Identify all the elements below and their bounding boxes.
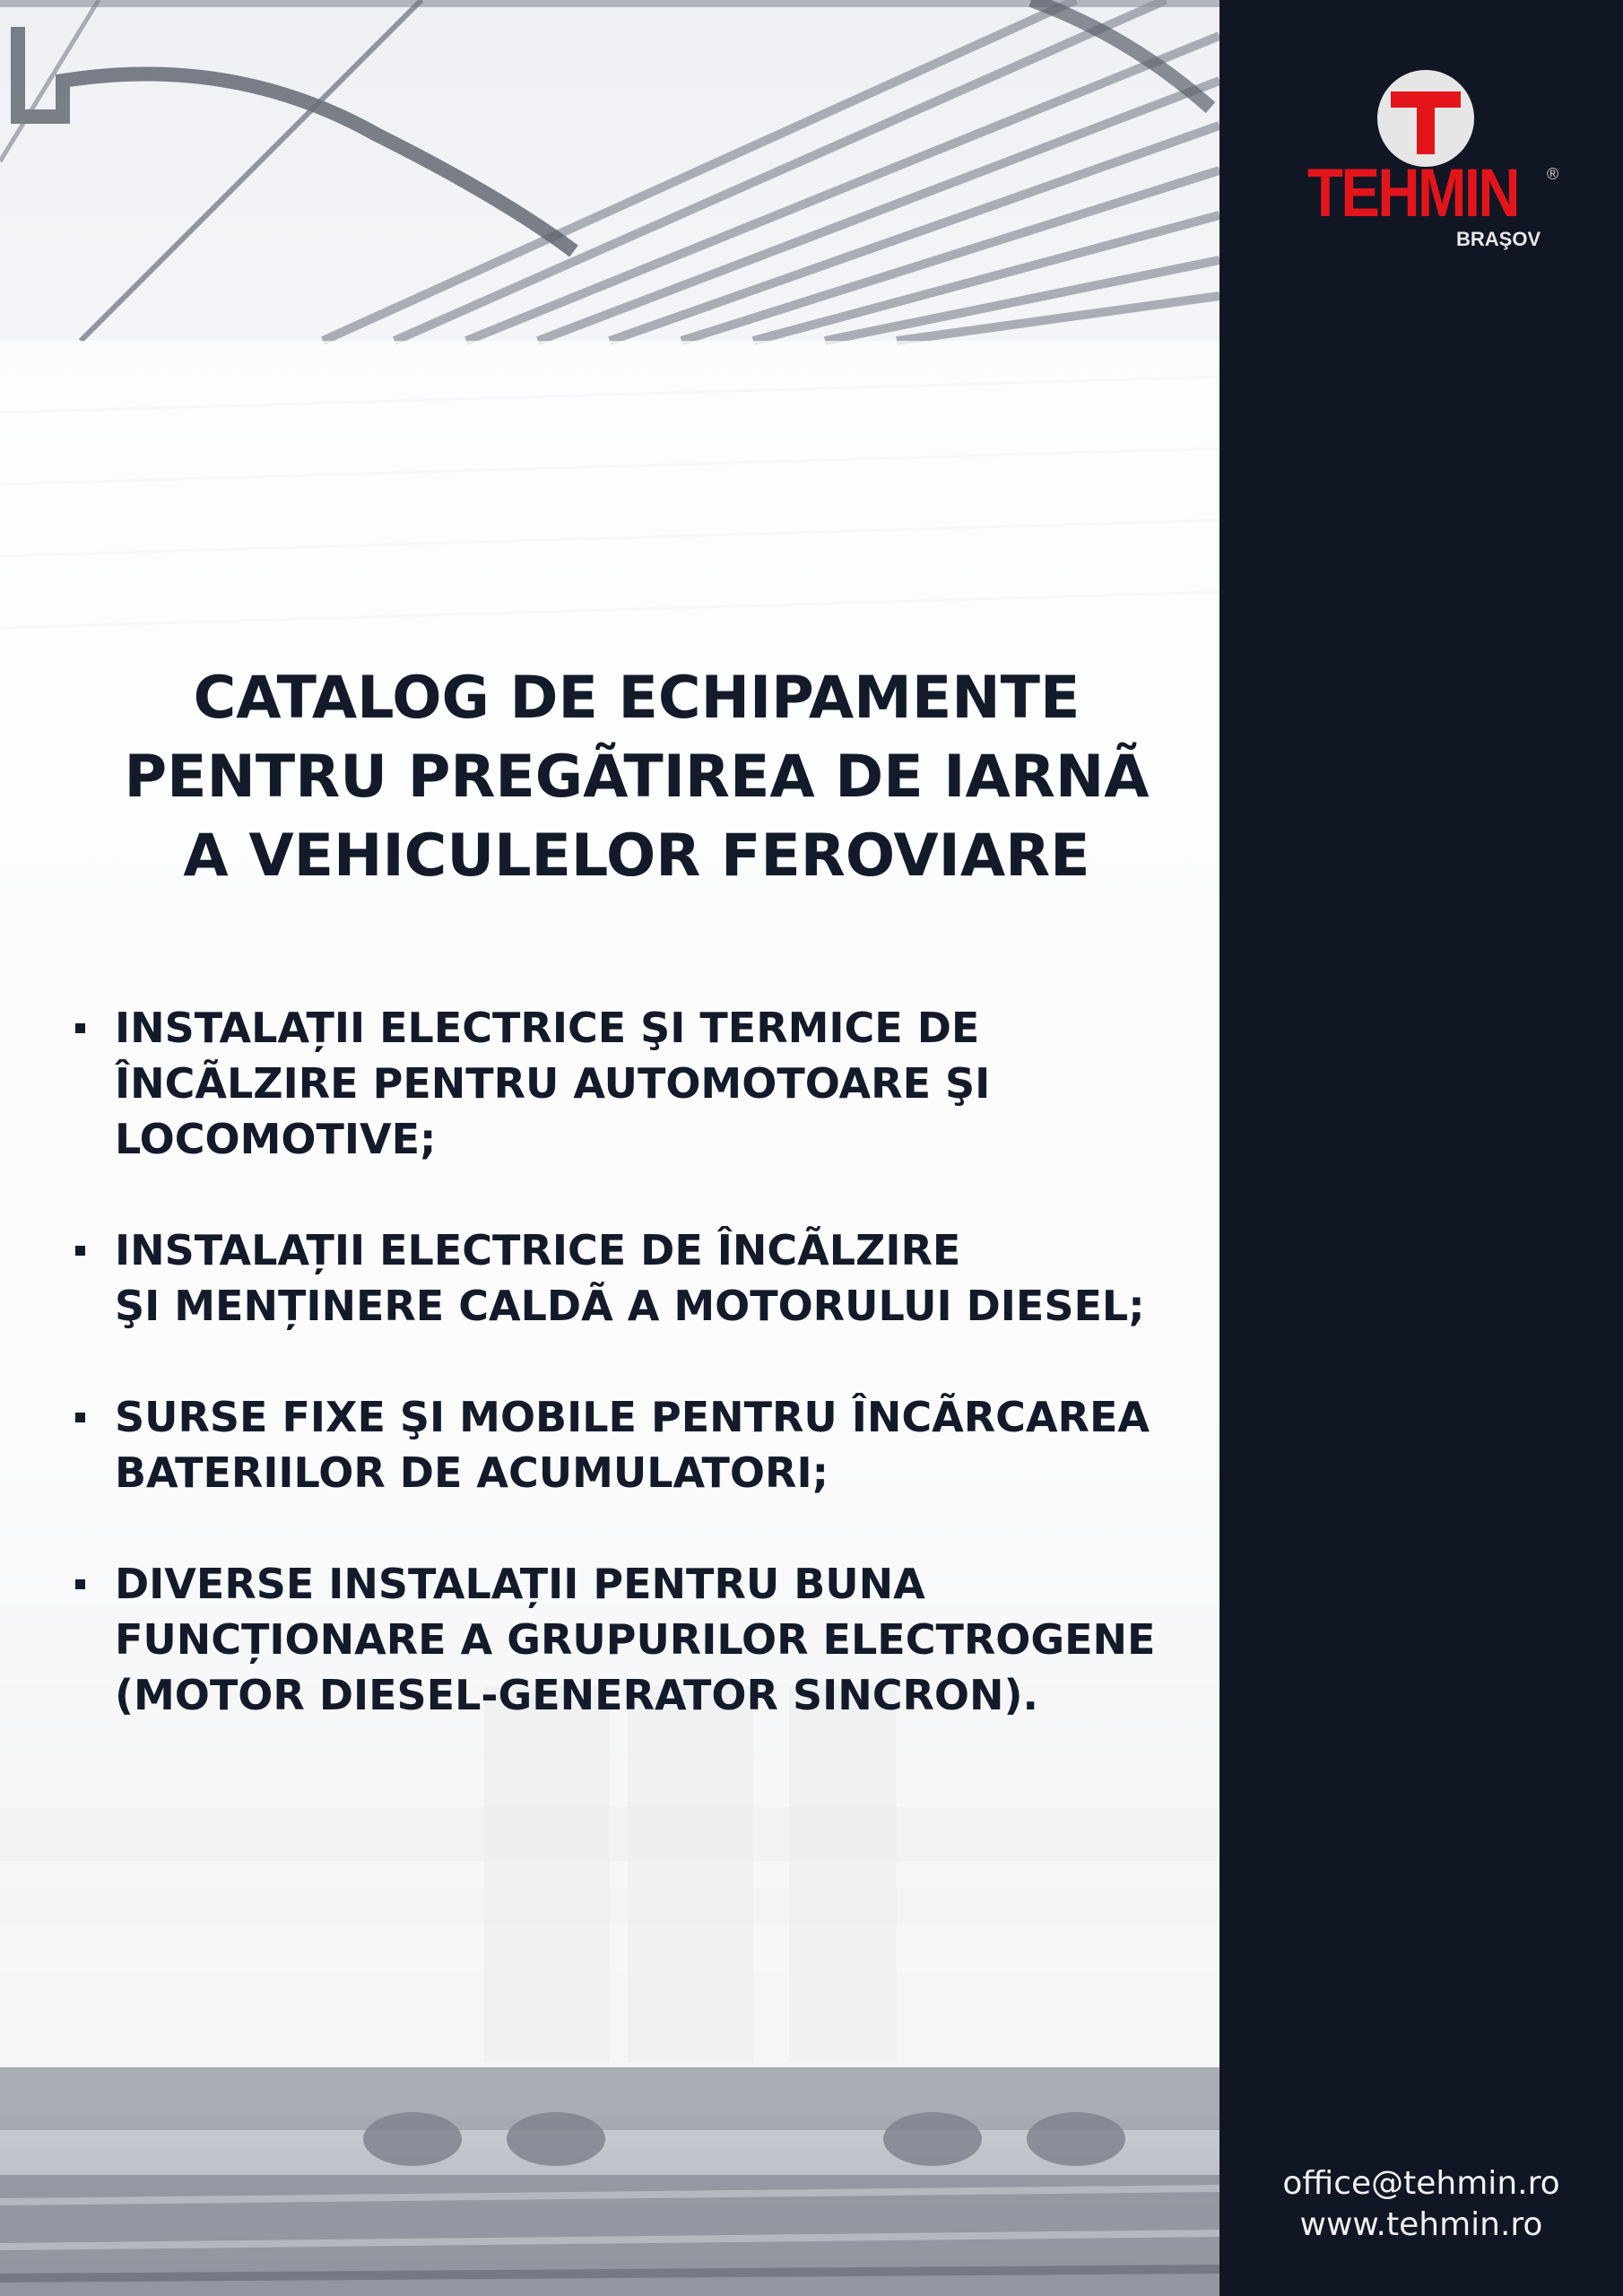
list-item-line: BATERIILOR DE ACUMULATORI; [115,1448,829,1497]
list-item-line: INSTALAȚII ELECTRICE DE ÎNCÃLZIRE [115,1226,961,1274]
list-item [68,1222,1207,1334]
list-item-line: (MOTOR DIESEL-GENERATOR SINCRON). [115,1671,1038,1719]
bullet-square-icon [75,1246,85,1256]
list-item-line: LOCOMOTIVE; [115,1115,437,1163]
list-item [68,1556,1207,1723]
list-item [68,1000,1207,1167]
list-item-line: ŞI MENȚINERE CALDÃ A MOTORULUI DIESEL; [115,1282,1145,1330]
bullet-square-icon [75,1413,85,1422]
list-item-line: DIVERSE INSTALAȚII PENTRU BUNA [115,1560,925,1608]
title-line: CATALOG DE ECHIPAMENTE [193,665,1081,732]
logo-wordmark: TEHMIN [1307,155,1519,231]
catalog-title [54,659,1219,896]
right-brand-band [1219,0,1623,2296]
list-item [68,1389,1207,1500]
title-line: A VEHICULELOR FEROVIARE [183,822,1090,890]
logo-t-stem [1417,91,1435,154]
list-item-line: ÎNCÃLZIRE PENTRU AUTOMOTOARE ŞI [115,1059,991,1108]
title-line: PENTRU PREGÃTIREA DE IARNÃ [124,744,1150,811]
logo-city: BRAŞOV [1456,228,1541,250]
contact-block [1219,2163,1623,2246]
list-item-line: INSTALAȚII ELECTRICE ŞI TERMICE DE [115,1004,980,1052]
list-item-line: SURSE FIXE ŞI MOBILE PENTRU ÎNCÃRCAREA [115,1393,1150,1441]
bullet-square-icon [75,1023,85,1033]
contact-website-link[interactable]: www.tehmin.ro [1299,2206,1543,2243]
contact-email-link[interactable]: office@tehmin.ro [1282,2165,1560,2202]
list-item-line: FUNCȚIONARE A GRUPURILOR ELECTROGENE [115,1615,1156,1664]
tehmin-logo [1307,70,1559,258]
bullet-square-icon [75,1579,85,1589]
product-list [68,1000,1207,1779]
logo-registered-mark: ® [1547,165,1559,183]
